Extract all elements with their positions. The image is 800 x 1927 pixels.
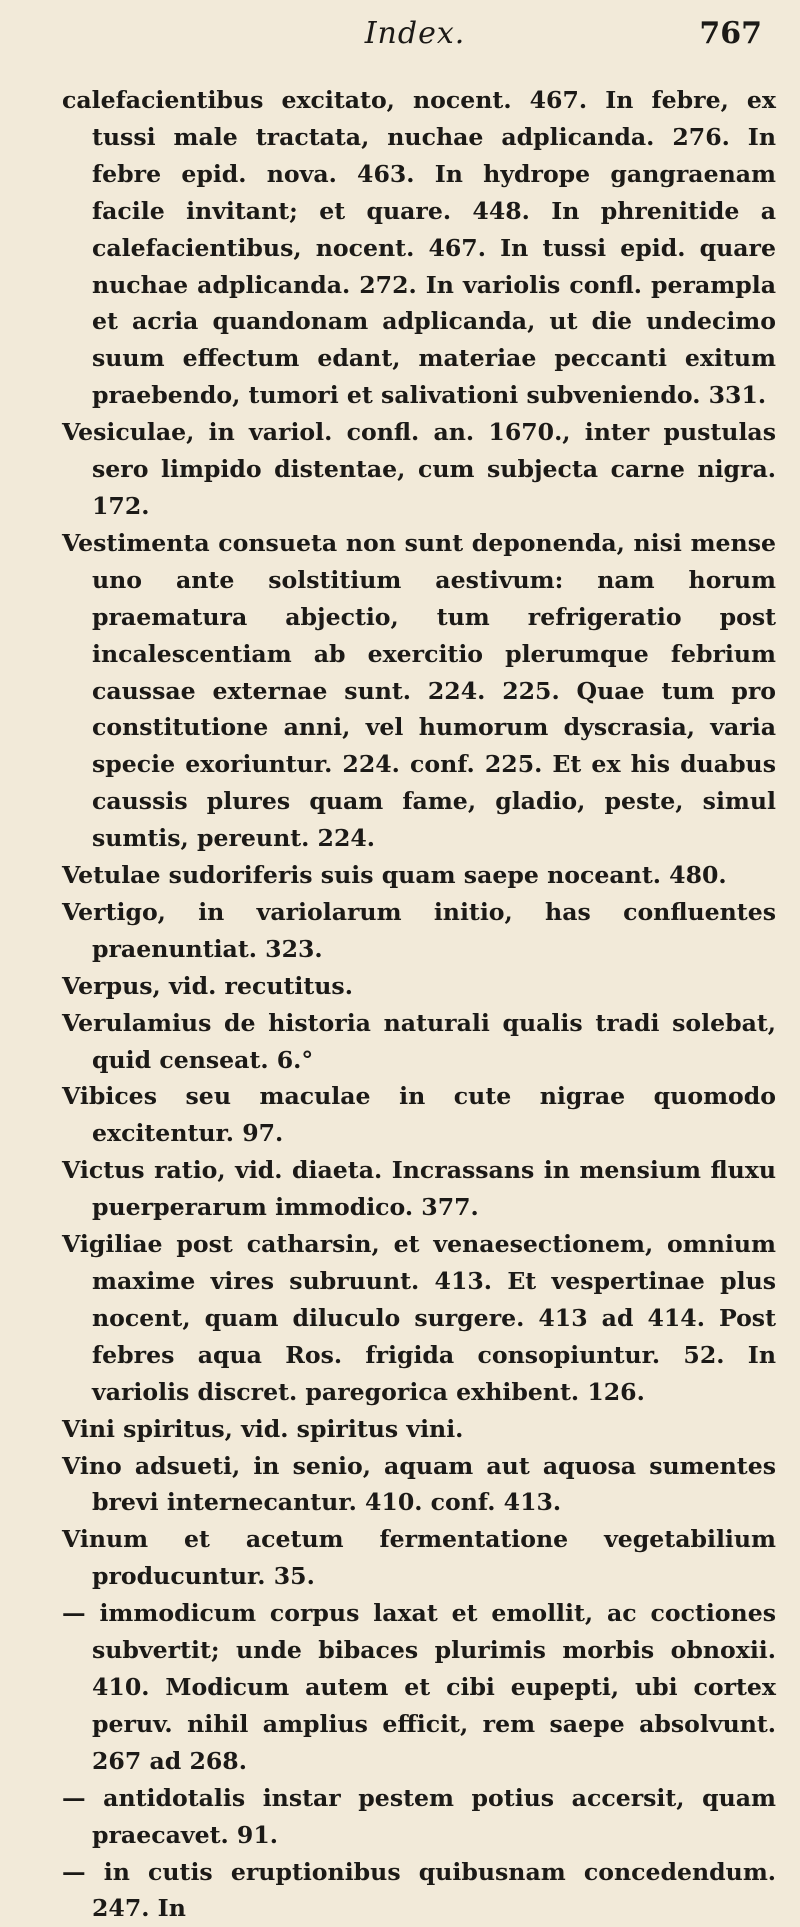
index-entry-vini-spiritus: Vini spiritus, vid. spiritus vini.: [62, 1411, 776, 1448]
index-entry-vino-adsueti: Vino adsueti, in senio, aquam aut aquosa sumentes brevi internecantur. 410. conf. 413.: [62, 1448, 776, 1522]
index-entry-vibices: Vibices seu maculae in cute nigrae quomodo excitentur. 97.: [62, 1078, 776, 1152]
index-entry-continuation: calefacientibus excitato, nocent. 467. In febre, ex tussi male tractata, nuchae adplicanda. 276. In febre epid. nova. 463. In hydrope gangraenam facile invitant; et quare. 448. In phrenitide a calefacientibus, nocent. 467. In tussi epid. quare nuchae adplicanda. 272. In variolis confl. perampla et acria quandonam adplicanda, ut die undecimo suum effectum edant, materiae peccanti exitum praebendo, tumori et salivationi subveniendo. 331.: [62, 82, 776, 414]
index-subentry-antidotalis: — antidotalis instar pestem potius accersit, quam praecavet. 91.: [62, 1780, 776, 1854]
index-entry-vesiculae: Vesiculae, in variol. confl. an. 1670., inter pustulas sero limpido distentae, cum subjecta carne nigra. 172.: [62, 414, 776, 525]
index-text: [62, 82, 776, 1927]
index-subentry-immodicum: — immodicum corpus laxat et emollit, ac coctiones subvertit; unde bibaces plurimis morbis obnoxii. 410. Modicum autem et cibi eupepti, ubi cortex peruv. nihil amplius efficit, rem saepe absolvunt. 267 ad 268.: [62, 1595, 776, 1780]
running-title: Index.: [60, 16, 770, 51]
index-entry-vinum: Vinum et acetum fermentatione vegetabilium producuntur. 35.: [62, 1521, 776, 1595]
page-header: [60, 10, 770, 58]
index-entry-vigiliae: Vigiliae post catharsin, et venaesectionem, omnium maxime vires subruunt. 413. Et vespertinae plus nocent, quam diluculo surgere. 413 ad 414. Post febres aqua Ros. frigida consopiuntur. 52. In variolis discret. paregorica exhibent. 126.: [62, 1226, 776, 1411]
page-number: 767: [699, 16, 762, 51]
index-entry-vertigo: Vertigo, in variolarum initio, has confluentes praenuntiat. 323.: [62, 894, 776, 968]
index-entry-victus-ratio: Victus ratio, vid. diaeta. Incrassans in mensium fluxu puerperarum immodico. 377.: [62, 1152, 776, 1226]
index-entry-vetulae: Vetulae sudoriferis suis quam saepe noceant. 480.: [62, 857, 776, 894]
index-entry-verpus: Verpus, vid. recutitus.: [62, 968, 776, 1005]
index-entry-vestimenta: Vestimenta consueta non sunt deponenda, nisi mense uno ante solstitium aestivum: nam horum praematura abjectio, tum refrigeratio post incalescentiam ab exercitio plerumque febrium caussae externae sunt. 224. 225. Quae tum pro constitutione anni, vel humorum dyscrasia, varia specie exoriuntur. 224. conf. 225. Et ex his duabus caussis plures quam fame, gladio, peste, simul sumtis, pereunt. 224.: [62, 525, 776, 857]
index-subentry-cutis-eruptionibus: — in cutis eruptionibus quibusnam concedendum. 247. In: [62, 1854, 776, 1927]
index-entry-verulamius: Verulamius de historia naturali qualis tradi solebat, quid censeat. 6.°: [62, 1005, 776, 1079]
